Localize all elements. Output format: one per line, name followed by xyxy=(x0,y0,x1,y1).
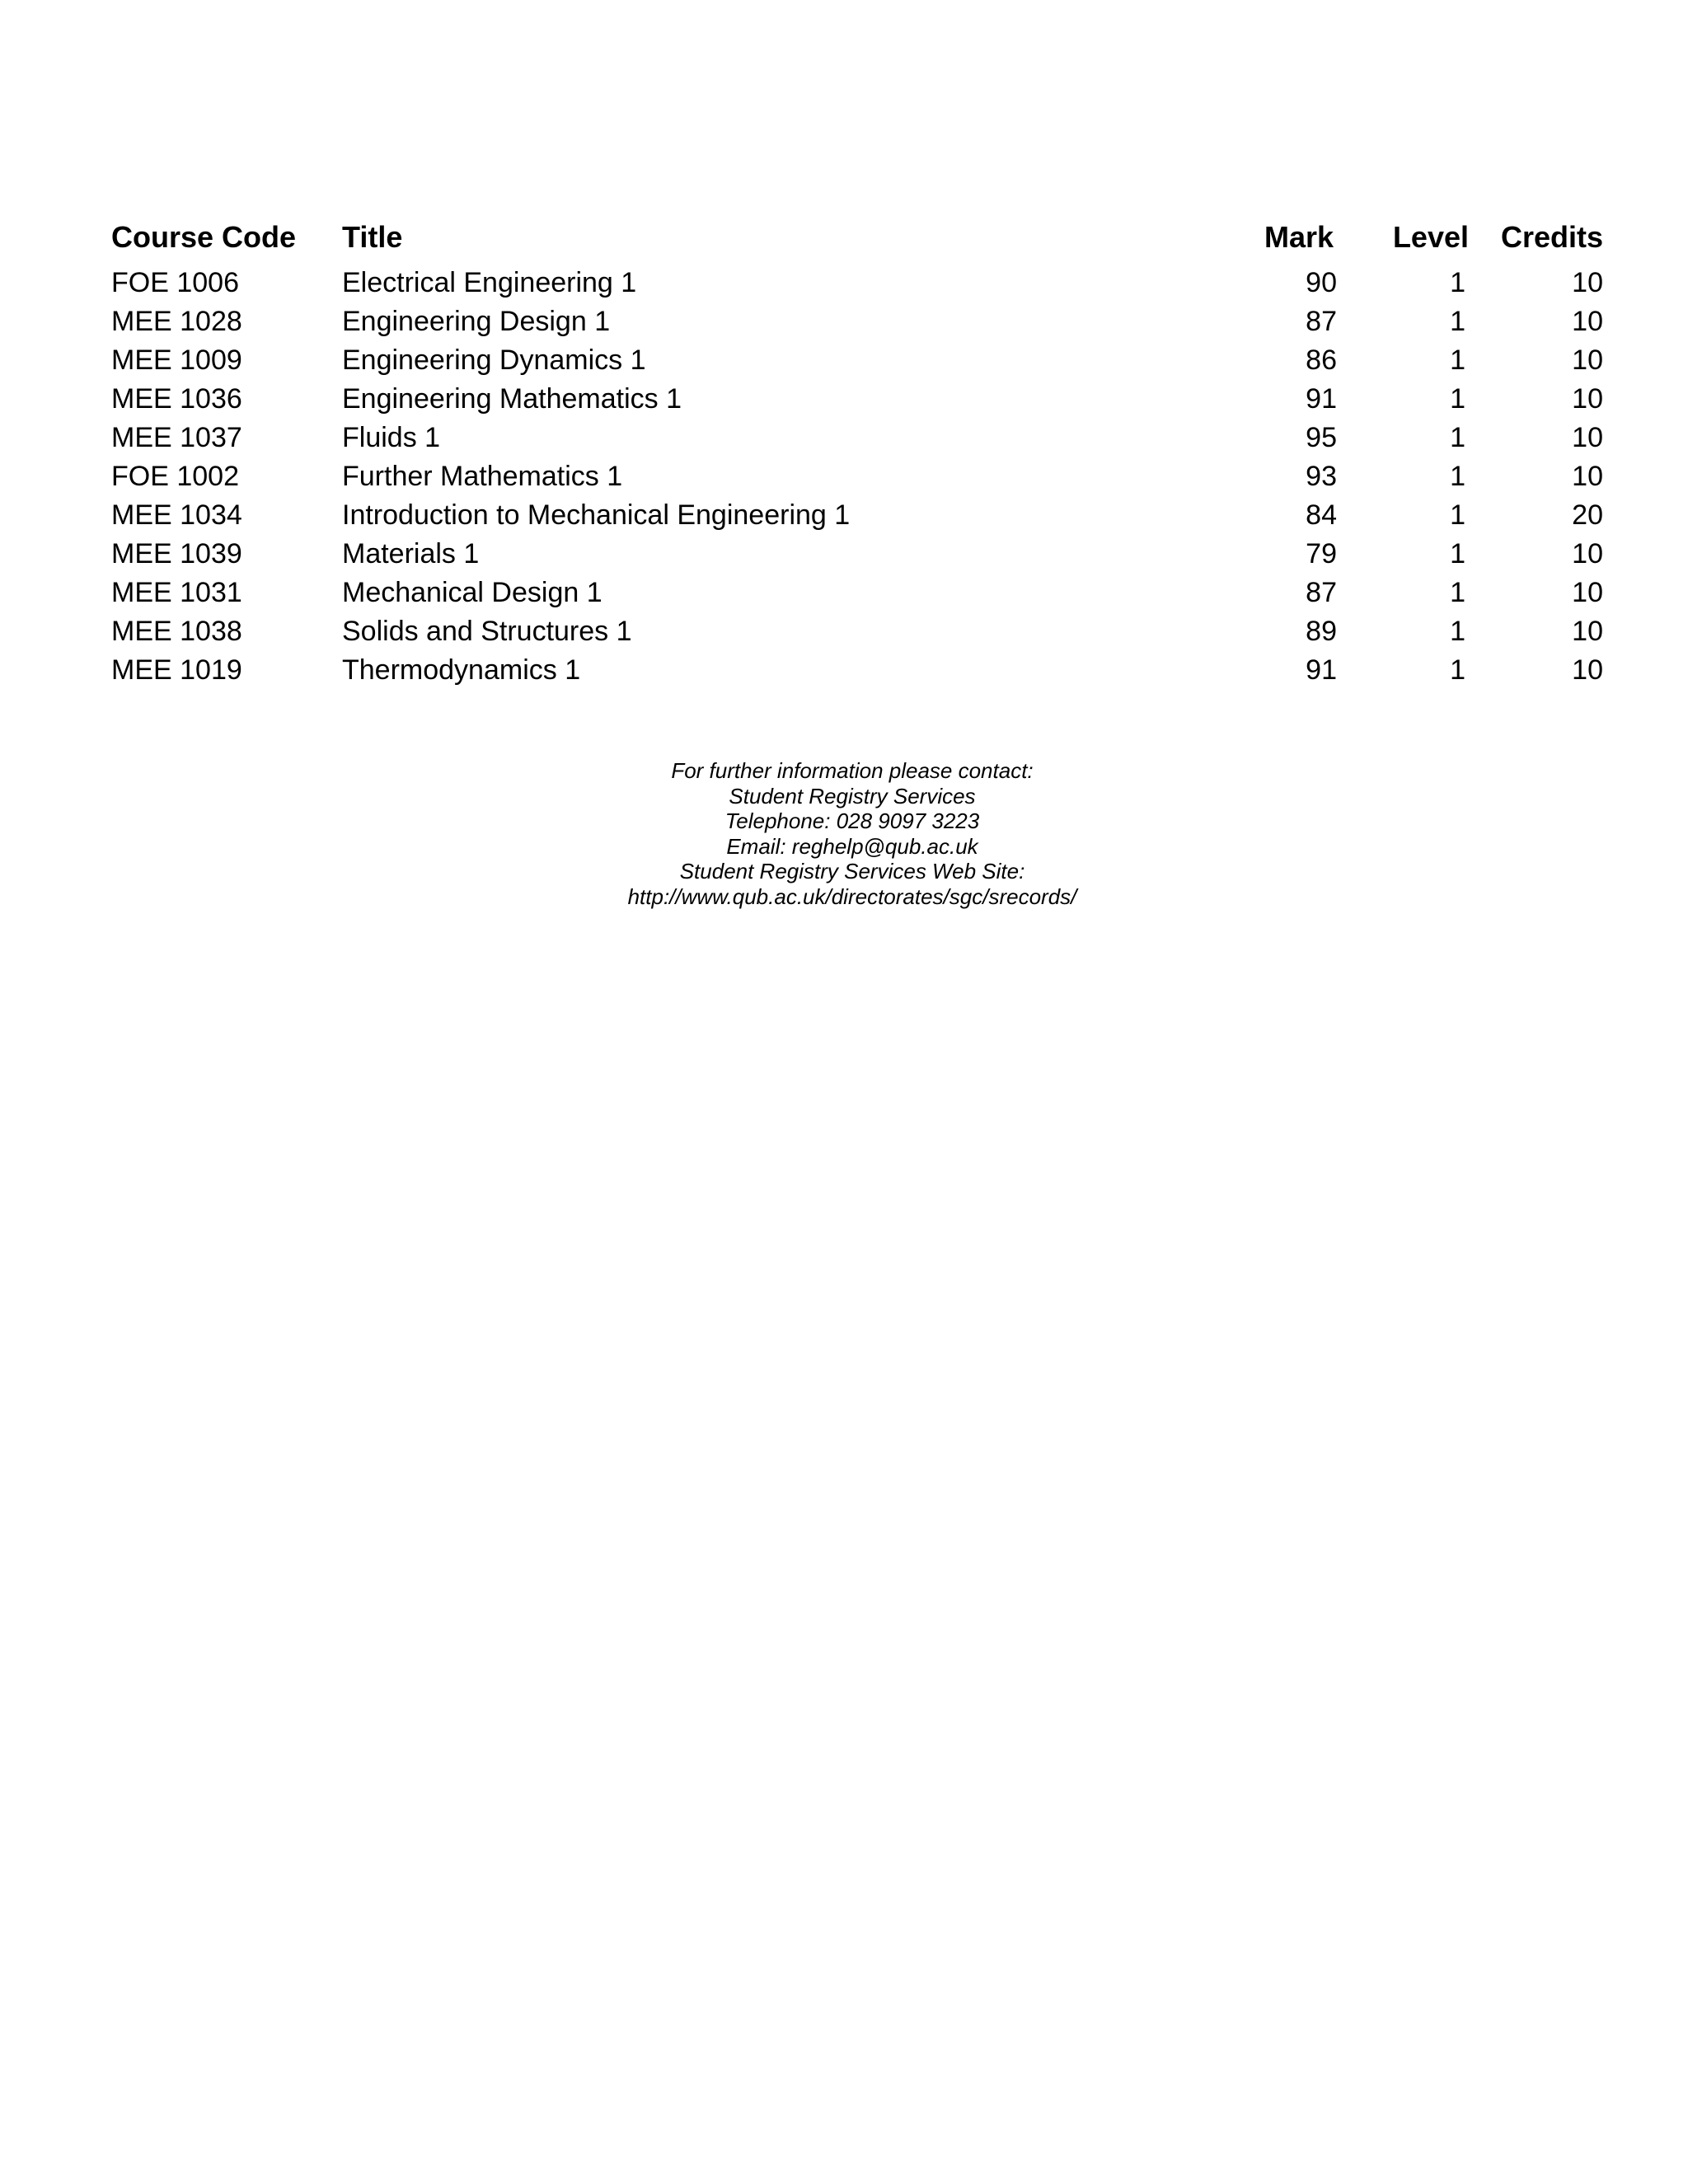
course-code-cell: MEE 1037 xyxy=(111,422,242,453)
table-row xyxy=(111,457,1603,496)
level-cell: 1 xyxy=(1450,538,1465,569)
column-header-course-code: Course Code xyxy=(111,220,297,254)
course-title-cell: Materials 1 xyxy=(342,538,480,569)
course-results-table xyxy=(111,216,1603,690)
level-cell: 1 xyxy=(1450,577,1465,608)
course-code-cell: MEE 1028 xyxy=(111,306,242,337)
course-title-cell: Mechanical Design 1 xyxy=(342,577,603,608)
table-header-row xyxy=(111,216,1603,259)
course-title-cell: Thermodynamics 1 xyxy=(342,654,581,686)
course-title-cell: Engineering Mathematics 1 xyxy=(342,383,682,415)
table-row xyxy=(111,612,1603,651)
column-header-level: Level xyxy=(1392,220,1469,254)
course-title-cell: Engineering Dynamics 1 xyxy=(342,344,646,376)
credits-cell: 10 xyxy=(1572,461,1603,492)
mark-cell: 87 xyxy=(1306,577,1337,608)
table-row xyxy=(111,341,1603,380)
table-row xyxy=(111,651,1603,690)
contact-information-block xyxy=(0,758,1688,909)
course-title-cell: Engineering Design 1 xyxy=(342,306,611,337)
credits-cell: 10 xyxy=(1572,267,1603,298)
credits-cell: 10 xyxy=(1572,577,1603,608)
credits-cell: 10 xyxy=(1572,383,1603,415)
contact-telephone: Telephone: 028 9097 3223 xyxy=(724,808,980,833)
table-row xyxy=(111,574,1603,612)
level-cell: 1 xyxy=(1450,422,1465,453)
credits-cell: 10 xyxy=(1572,306,1603,337)
course-code-cell: FOE 1002 xyxy=(111,461,239,492)
course-code-cell: MEE 1019 xyxy=(111,654,242,686)
level-cell: 1 xyxy=(1450,616,1465,647)
level-cell: 1 xyxy=(1450,383,1465,415)
level-cell: 1 xyxy=(1450,499,1465,531)
course-code-cell: MEE 1031 xyxy=(111,577,242,608)
credits-cell: 10 xyxy=(1572,344,1603,376)
mark-cell: 93 xyxy=(1306,461,1337,492)
course-title-cell: Introduction to Mechanical Engineering 1 xyxy=(342,499,851,531)
course-code-cell: MEE 1039 xyxy=(111,538,242,569)
contact-heading: For further information please contact: xyxy=(671,758,1034,783)
table-row xyxy=(111,496,1603,535)
course-code-cell: MEE 1009 xyxy=(111,344,242,376)
credits-cell: 10 xyxy=(1572,616,1603,647)
course-code-cell: MEE 1038 xyxy=(111,616,242,647)
course-code-cell: MEE 1034 xyxy=(111,499,242,531)
level-cell: 1 xyxy=(1450,267,1465,298)
level-cell: 1 xyxy=(1450,461,1465,492)
column-header-title: Title xyxy=(342,220,403,254)
mark-cell: 89 xyxy=(1306,616,1337,647)
mark-cell: 84 xyxy=(1306,499,1337,531)
column-header-mark: Mark xyxy=(1264,220,1334,254)
course-title-cell: Electrical Engineering 1 xyxy=(342,267,637,298)
level-cell: 1 xyxy=(1450,654,1465,686)
mark-cell: 90 xyxy=(1306,267,1337,298)
contact-email: Email: reghelp@qub.ac.uk xyxy=(726,833,978,859)
table-row xyxy=(111,380,1603,419)
course-code-cell: MEE 1036 xyxy=(111,383,242,415)
level-cell: 1 xyxy=(1450,344,1465,376)
mark-cell: 95 xyxy=(1306,422,1337,453)
table-row xyxy=(111,302,1603,341)
table-row xyxy=(111,535,1603,574)
table-row xyxy=(111,264,1603,302)
credits-cell: 20 xyxy=(1572,499,1603,531)
contact-website-label: Student Registry Services Web Site: xyxy=(679,859,1025,883)
level-cell: 1 xyxy=(1450,306,1465,337)
mark-cell: 87 xyxy=(1306,306,1337,337)
course-title-cell: Solids and Structures 1 xyxy=(342,616,632,647)
credits-cell: 10 xyxy=(1572,654,1603,686)
mark-cell: 79 xyxy=(1306,538,1337,569)
table-row xyxy=(111,419,1603,457)
course-title-cell: Further Mathematics 1 xyxy=(342,461,623,492)
mark-cell: 86 xyxy=(1306,344,1337,376)
column-header-credits: Credits xyxy=(1500,220,1603,254)
mark-cell: 91 xyxy=(1306,383,1337,415)
course-title-cell: Fluids 1 xyxy=(342,422,441,453)
contact-website-url: http://www.qub.ac.uk/directorates/sgc/srecords/ xyxy=(627,883,1077,909)
credits-cell: 10 xyxy=(1572,538,1603,569)
contact-office-name: Student Registry Services xyxy=(729,783,976,808)
mark-cell: 91 xyxy=(1306,654,1337,686)
credits-cell: 10 xyxy=(1572,422,1603,453)
course-code-cell: FOE 1006 xyxy=(111,267,239,298)
